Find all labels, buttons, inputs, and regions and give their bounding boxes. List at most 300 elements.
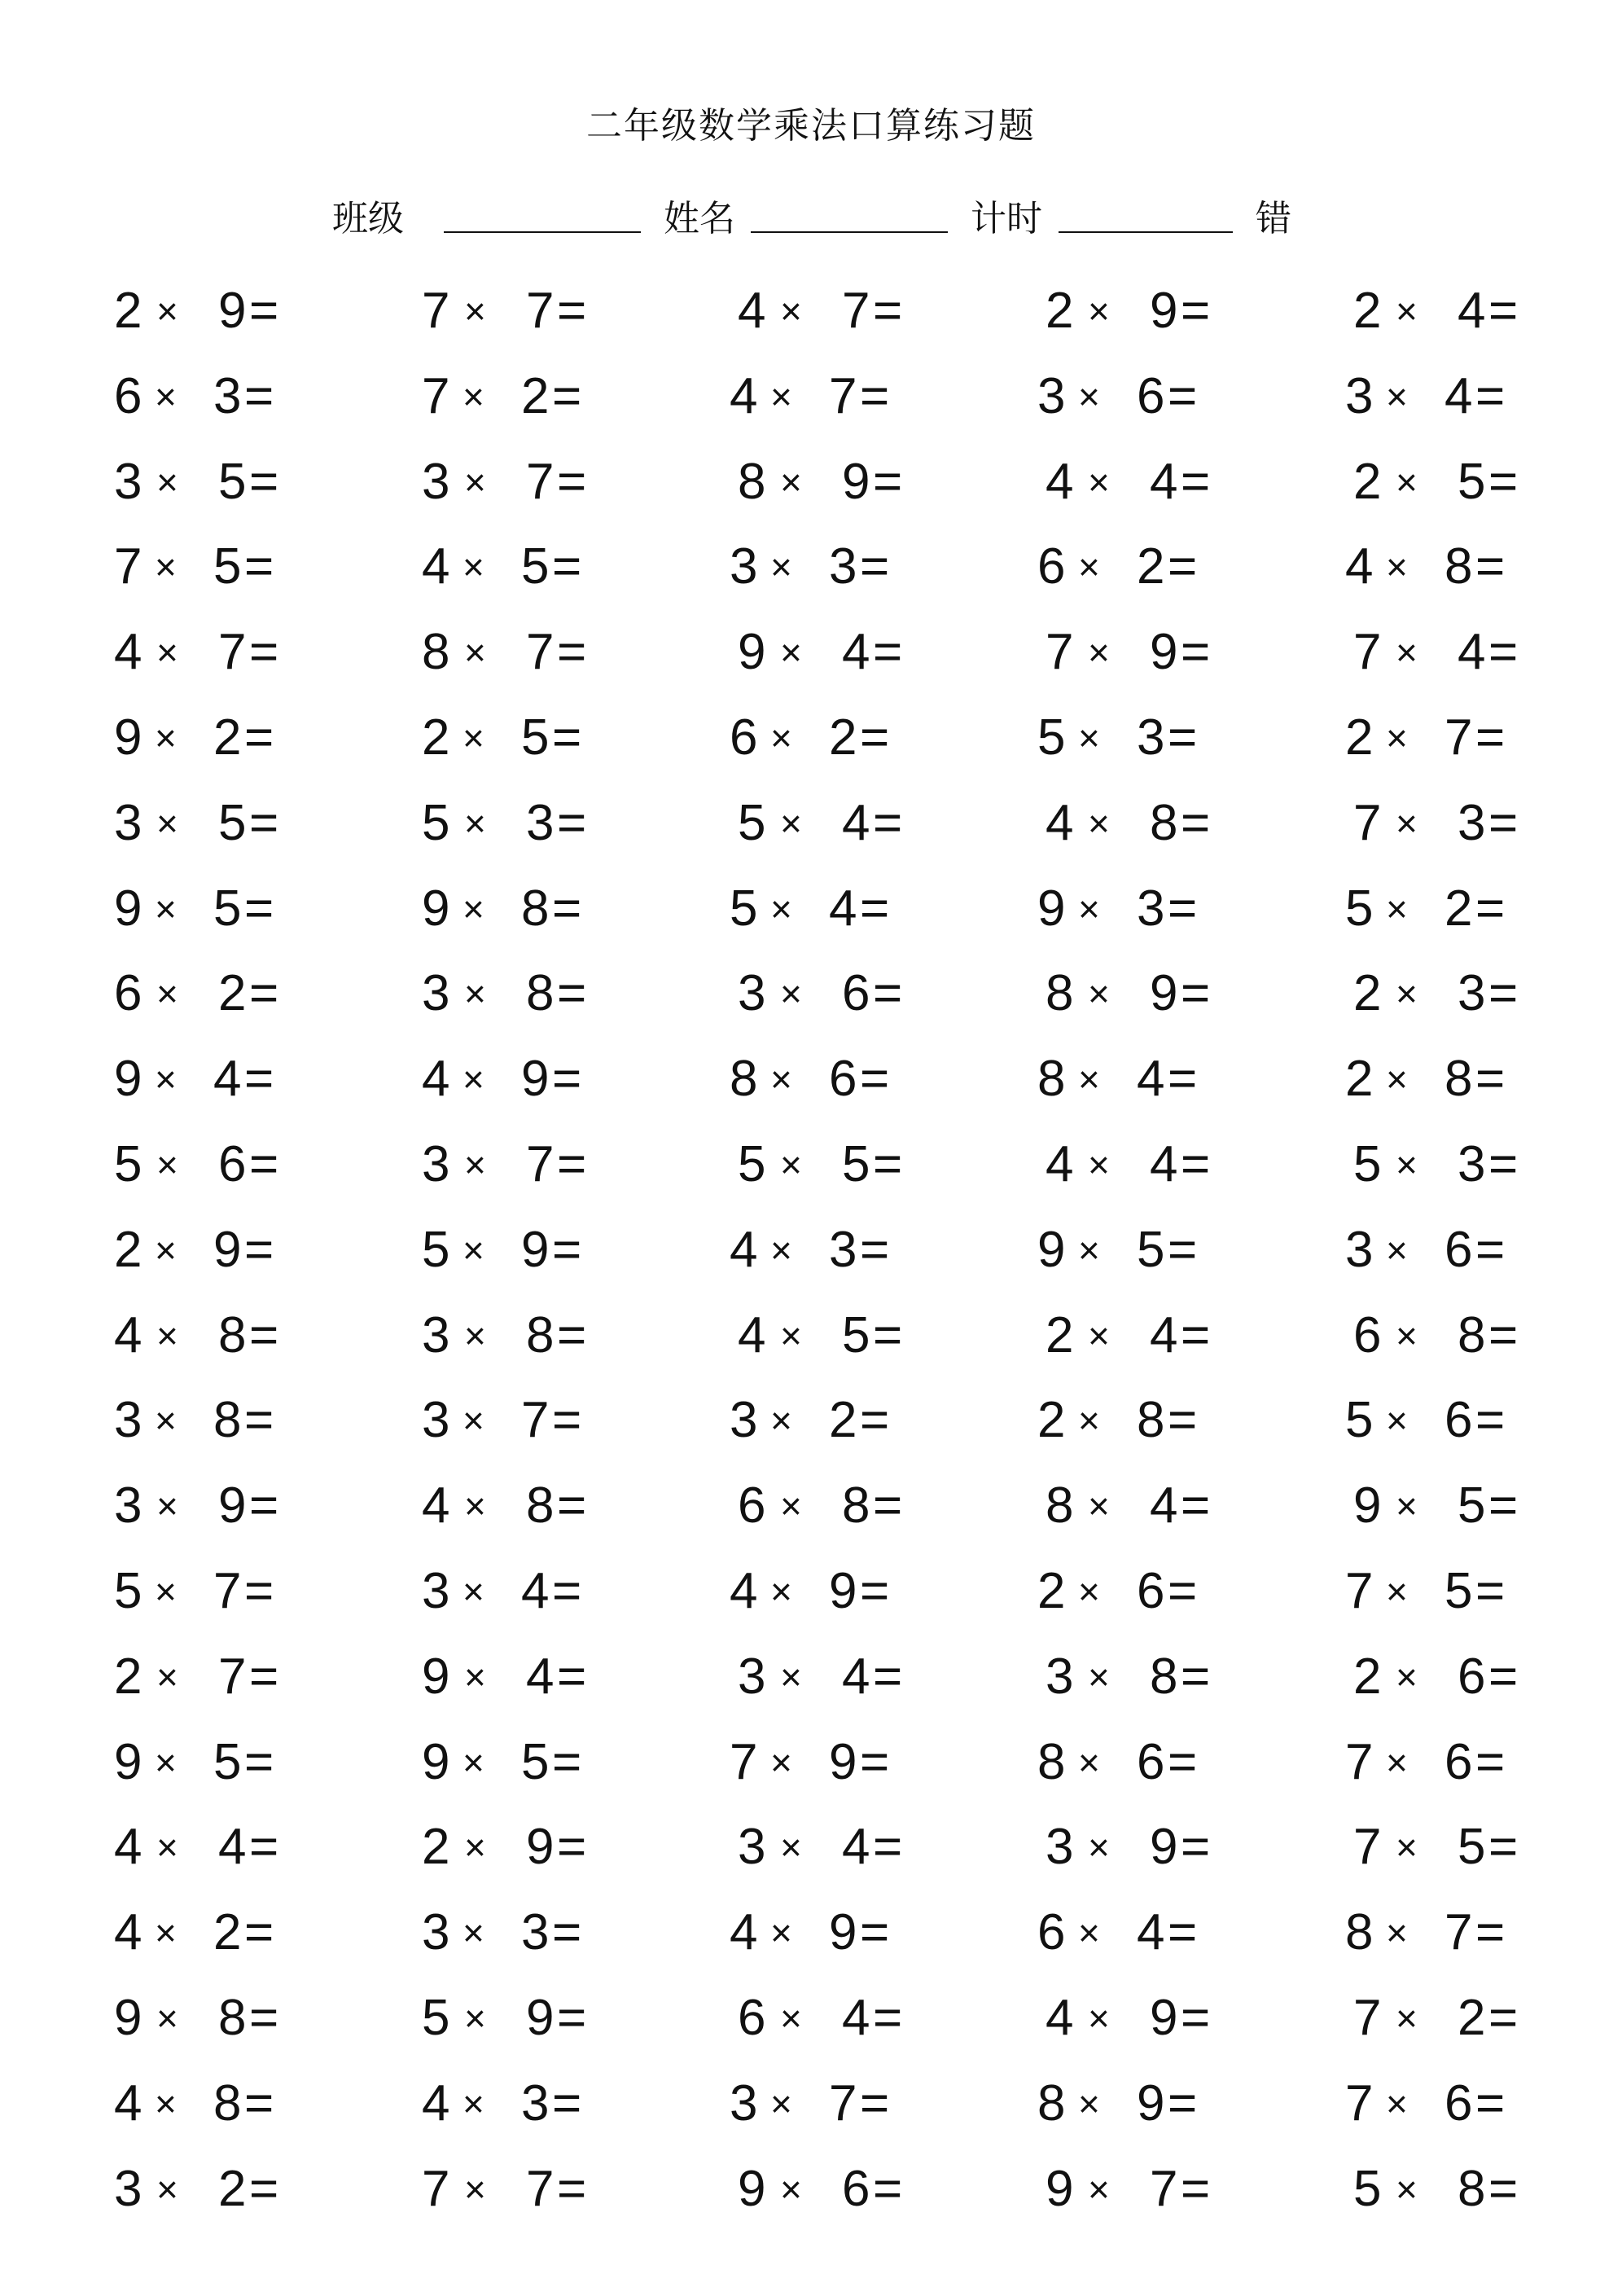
- equals-sign: =: [552, 1221, 582, 1278]
- second-factor: 9: [829, 1733, 857, 1790]
- equals-sign: =: [244, 1392, 274, 1449]
- second-factor: 4: [1150, 453, 1178, 510]
- second-factor: 9: [829, 1563, 857, 1619]
- second-factor: 7: [213, 1563, 242, 1619]
- second-factor: 3: [1137, 880, 1165, 937]
- equals-sign: =: [873, 1990, 903, 2046]
- second-factor: 6: [1444, 1733, 1473, 1790]
- times-sign: ×: [1386, 717, 1408, 759]
- times-sign: ×: [1088, 801, 1110, 845]
- first-factor: 9: [114, 1990, 142, 2046]
- times-sign: ×: [155, 1399, 177, 1442]
- times-sign: ×: [1396, 972, 1418, 1016]
- times-sign: ×: [464, 972, 486, 1016]
- first-factor: 7: [1353, 794, 1382, 851]
- second-factor: 9: [213, 1221, 242, 1278]
- second-factor: 9: [526, 1819, 555, 1876]
- problem-row: [114, 440, 1547, 525]
- times-sign: ×: [156, 290, 178, 332]
- times-sign: ×: [780, 631, 802, 674]
- student-info-line: [0, 181, 1622, 238]
- equals-sign: =: [552, 1392, 582, 1449]
- equals-sign: =: [860, 709, 890, 766]
- second-factor: 9: [829, 1904, 857, 1961]
- first-factor: 9: [114, 880, 142, 937]
- equals-sign: =: [1475, 538, 1506, 595]
- first-factor: 3: [114, 2160, 142, 2217]
- second-factor: 8: [1150, 1648, 1178, 1705]
- times-sign: ×: [462, 375, 484, 418]
- equals-sign: =: [1181, 624, 1211, 681]
- equals-sign: =: [244, 1221, 274, 1278]
- second-factor: 4: [1458, 624, 1486, 681]
- second-factor: 3: [521, 1904, 550, 1961]
- second-factor: 3: [213, 367, 242, 424]
- equals-sign: =: [873, 794, 903, 851]
- first-factor: 5: [114, 1136, 142, 1192]
- first-factor: 8: [1037, 1733, 1066, 1790]
- equals-sign: =: [860, 1904, 890, 1961]
- equals-sign: =: [557, 1990, 587, 2046]
- times-sign: ×: [1088, 1997, 1110, 2039]
- equals-sign: =: [557, 2160, 587, 2217]
- first-factor: 2: [422, 1819, 450, 1876]
- second-factor: 9: [1150, 624, 1178, 681]
- first-factor: 7: [1353, 1819, 1382, 1876]
- second-factor: 4: [1150, 1306, 1178, 1363]
- times-sign: ×: [1088, 1655, 1110, 1698]
- problem-row: [114, 2061, 1547, 2146]
- second-factor: 4: [218, 1819, 247, 1876]
- equals-sign: =: [1488, 624, 1519, 681]
- second-factor: 4: [1137, 1051, 1165, 1108]
- equals-sign: =: [244, 538, 274, 595]
- times-sign: ×: [462, 887, 484, 930]
- first-factor: 5: [738, 794, 766, 851]
- times-sign: ×: [1386, 887, 1408, 930]
- first-factor: 7: [1046, 624, 1074, 681]
- first-factor: 2: [114, 1221, 142, 1278]
- first-factor: 4: [730, 367, 758, 424]
- second-factor: 2: [1137, 538, 1165, 595]
- equals-sign: =: [552, 880, 582, 937]
- times-sign: ×: [780, 972, 802, 1016]
- equals-sign: =: [1488, 1648, 1519, 1705]
- second-factor: 4: [842, 1819, 870, 1876]
- first-factor: 4: [738, 1306, 766, 1363]
- times-sign: ×: [1386, 546, 1408, 589]
- equals-sign: =: [244, 1051, 274, 1108]
- second-factor: 4: [1150, 1136, 1178, 1192]
- equals-sign: =: [249, 1819, 279, 1876]
- equals-sign: =: [860, 367, 890, 424]
- times-sign: ×: [780, 1655, 802, 1698]
- time-label: 计时: [971, 198, 1042, 239]
- first-factor: 7: [730, 1733, 758, 1790]
- first-factor: 5: [1037, 709, 1066, 766]
- first-factor: 4: [422, 2074, 450, 2131]
- equals-sign: =: [1181, 1477, 1211, 1534]
- times-sign: ×: [1386, 1741, 1408, 1784]
- times-sign: ×: [464, 1826, 486, 1869]
- second-factor: 4: [842, 624, 870, 681]
- second-factor: 4: [1444, 367, 1473, 424]
- second-factor: 7: [526, 283, 555, 339]
- first-factor: 9: [422, 1733, 450, 1790]
- equals-sign: =: [1181, 794, 1211, 851]
- equals-sign: =: [860, 538, 890, 595]
- second-factor: 7: [218, 1648, 247, 1705]
- second-factor: 7: [829, 367, 857, 424]
- second-factor: 6: [1137, 1733, 1165, 1790]
- equals-sign: =: [249, 1477, 279, 1534]
- second-factor: 5: [218, 453, 247, 510]
- second-factor: 5: [521, 538, 550, 595]
- second-factor: 8: [213, 2074, 242, 2131]
- equals-sign: =: [1488, 965, 1519, 1022]
- second-factor: 8: [1458, 2160, 1486, 2217]
- second-factor: 3: [829, 538, 857, 595]
- wrong-label: 错: [1256, 198, 1291, 239]
- equals-sign: =: [249, 1648, 279, 1705]
- first-factor: 2: [1353, 965, 1382, 1022]
- problem-row: [114, 1464, 1547, 1548]
- second-factor: 7: [526, 1136, 555, 1192]
- first-factor: 3: [1037, 367, 1066, 424]
- times-sign: ×: [1088, 1144, 1110, 1186]
- first-factor: 6: [1037, 1904, 1066, 1961]
- equals-sign: =: [1475, 880, 1506, 937]
- first-factor: 4: [114, 1904, 142, 1961]
- equals-sign: =: [557, 1648, 587, 1705]
- equals-sign: =: [1488, 283, 1519, 339]
- second-factor: 5: [213, 880, 242, 937]
- equals-sign: =: [873, 1136, 903, 1192]
- first-factor: 8: [422, 624, 450, 681]
- times-sign: ×: [464, 1655, 486, 1698]
- equals-sign: =: [249, 283, 279, 339]
- class-blank[interactable]: [444, 231, 641, 233]
- second-factor: 6: [1137, 1563, 1165, 1619]
- times-sign: ×: [1396, 460, 1418, 503]
- times-sign: ×: [155, 1570, 177, 1613]
- equals-sign: =: [244, 2074, 274, 2131]
- first-factor: 4: [1046, 794, 1074, 851]
- times-sign: ×: [1078, 1058, 1100, 1101]
- second-factor: 9: [1150, 965, 1178, 1022]
- times-sign: ×: [1396, 1997, 1418, 2039]
- time-blank[interactable]: [1059, 231, 1233, 233]
- second-factor: 3: [526, 794, 555, 851]
- times-sign: ×: [1078, 1741, 1100, 1784]
- second-factor: 4: [526, 1648, 555, 1705]
- first-factor: 8: [738, 453, 766, 510]
- first-factor: 9: [114, 709, 142, 766]
- times-sign: ×: [1088, 1485, 1110, 1528]
- first-factor: 8: [1046, 1477, 1074, 1534]
- equals-sign: =: [557, 1136, 587, 1192]
- first-factor: 3: [1345, 1221, 1374, 1278]
- second-factor: 5: [842, 1306, 870, 1363]
- times-sign: ×: [156, 1485, 178, 1528]
- first-factor: 6: [738, 1990, 766, 2046]
- second-factor: 9: [218, 283, 247, 339]
- times-sign: ×: [1088, 1826, 1110, 1869]
- second-factor: 8: [1458, 1306, 1486, 1363]
- second-factor: 4: [842, 1648, 870, 1705]
- first-factor: 5: [730, 880, 758, 937]
- worksheet-title: 二年级数学乘法口算练习题: [586, 105, 1036, 147]
- times-sign: ×: [770, 1228, 792, 1271]
- second-factor: 4: [829, 880, 857, 937]
- first-factor: 4: [1046, 1990, 1074, 2046]
- second-factor: 3: [1458, 965, 1486, 1022]
- second-factor: 9: [1150, 1990, 1178, 2046]
- first-factor: 4: [738, 283, 766, 339]
- times-sign: ×: [155, 887, 177, 930]
- equals-sign: =: [552, 1733, 582, 1790]
- times-sign: ×: [1078, 2082, 1100, 2125]
- times-sign: ×: [780, 801, 802, 845]
- second-factor: 8: [1444, 1051, 1473, 1108]
- equals-sign: =: [1168, 538, 1198, 595]
- first-factor: 5: [422, 1990, 450, 2046]
- first-factor: 4: [114, 2074, 142, 2131]
- problem-row: [114, 354, 1547, 439]
- first-factor: 3: [114, 1477, 142, 1534]
- equals-sign: =: [552, 367, 582, 424]
- times-sign: ×: [1088, 290, 1110, 332]
- equals-sign: =: [249, 965, 279, 1022]
- first-factor: 3: [730, 538, 758, 595]
- second-factor: 8: [218, 1990, 247, 2046]
- times-sign: ×: [155, 1058, 177, 1101]
- first-factor: 3: [422, 453, 450, 510]
- first-factor: 2: [1353, 1648, 1382, 1705]
- equals-sign: =: [557, 1819, 587, 1876]
- times-sign: ×: [1396, 2167, 1418, 2210]
- first-factor: 2: [1353, 283, 1382, 339]
- times-sign: ×: [1386, 2082, 1408, 2125]
- problem-row: [114, 1122, 1547, 1207]
- first-factor: 3: [1046, 1819, 1074, 1876]
- name-blank[interactable]: [751, 231, 948, 233]
- equals-sign: =: [249, 1990, 279, 2046]
- equals-sign: =: [1181, 1819, 1211, 1876]
- times-sign: ×: [780, 1485, 802, 1528]
- first-factor: 6: [1353, 1306, 1382, 1363]
- equals-sign: =: [1488, 1990, 1519, 2046]
- times-sign: ×: [464, 631, 486, 674]
- first-factor: 7: [1345, 1733, 1374, 1790]
- equals-sign: =: [1168, 709, 1198, 766]
- equals-sign: =: [249, 1136, 279, 1192]
- name-label: 姓名: [664, 198, 735, 239]
- times-sign: ×: [1396, 290, 1418, 332]
- second-factor: 9: [526, 1990, 555, 2046]
- first-factor: 3: [422, 1563, 450, 1619]
- first-factor: 3: [422, 1136, 450, 1192]
- equals-sign: =: [873, 1819, 903, 1876]
- second-factor: 5: [521, 709, 550, 766]
- first-factor: 5: [422, 1221, 450, 1278]
- first-factor: 3: [422, 1306, 450, 1363]
- second-factor: 5: [213, 1733, 242, 1790]
- times-sign: ×: [462, 1228, 484, 1271]
- times-sign: ×: [156, 1826, 178, 1869]
- equals-sign: =: [860, 1221, 890, 1278]
- second-factor: 4: [842, 1990, 870, 2046]
- times-sign: ×: [1078, 1912, 1100, 1955]
- first-factor: 9: [114, 1051, 142, 1108]
- equals-sign: =: [873, 283, 903, 339]
- equals-sign: =: [249, 794, 279, 851]
- first-factor: 2: [1345, 1051, 1374, 1108]
- second-factor: 2: [829, 1392, 857, 1449]
- times-sign: ×: [1386, 1228, 1408, 1271]
- second-factor: 7: [1150, 2160, 1178, 2217]
- equals-sign: =: [1168, 2074, 1198, 2131]
- first-factor: 9: [738, 624, 766, 681]
- second-factor: 8: [213, 1392, 242, 1449]
- first-factor: 3: [738, 1648, 766, 1705]
- second-factor: 9: [1150, 283, 1178, 339]
- second-factor: 7: [521, 1392, 550, 1449]
- times-sign: ×: [1088, 2167, 1110, 2210]
- second-factor: 8: [526, 1306, 555, 1363]
- times-sign: ×: [780, 1997, 802, 2039]
- equals-sign: =: [244, 1733, 274, 1790]
- times-sign: ×: [462, 2082, 484, 2125]
- second-factor: 4: [521, 1563, 550, 1619]
- times-sign: ×: [1078, 1570, 1100, 1613]
- times-sign: ×: [1396, 631, 1418, 674]
- times-sign: ×: [780, 1144, 802, 1186]
- equals-sign: =: [244, 1563, 274, 1619]
- second-factor: 2: [1444, 880, 1473, 937]
- equals-sign: =: [552, 538, 582, 595]
- equals-sign: =: [1181, 1136, 1211, 1192]
- times-sign: ×: [1396, 1826, 1418, 1869]
- first-factor: 3: [114, 1392, 142, 1449]
- second-factor: 9: [521, 1051, 550, 1108]
- second-factor: 9: [521, 1221, 550, 1278]
- first-factor: 8: [730, 1051, 758, 1108]
- times-sign: ×: [1396, 801, 1418, 845]
- second-factor: 5: [521, 1733, 550, 1790]
- second-factor: 4: [1150, 1477, 1178, 1534]
- times-sign: ×: [155, 1912, 177, 1955]
- second-factor: 8: [842, 1477, 870, 1534]
- equals-sign: =: [244, 709, 274, 766]
- first-factor: 2: [114, 1648, 142, 1705]
- problem-row: [114, 781, 1547, 866]
- problem-row: [114, 269, 1547, 353]
- first-factor: 6: [730, 709, 758, 766]
- problem-row: [114, 1720, 1547, 1805]
- equals-sign: =: [1488, 1136, 1519, 1192]
- times-sign: ×: [1078, 717, 1100, 759]
- equals-sign: =: [244, 880, 274, 937]
- equals-sign: =: [1181, 453, 1211, 510]
- times-sign: ×: [770, 546, 792, 589]
- equals-sign: =: [860, 1392, 890, 1449]
- equals-sign: =: [1168, 1904, 1198, 1961]
- second-factor: 6: [1444, 2074, 1473, 2131]
- second-factor: 2: [213, 1904, 242, 1961]
- equals-sign: =: [557, 283, 587, 339]
- equals-sign: =: [1475, 367, 1506, 424]
- first-factor: 9: [422, 1648, 450, 1705]
- second-factor: 5: [1458, 1819, 1486, 1876]
- equals-sign: =: [1168, 367, 1198, 424]
- times-sign: ×: [780, 2167, 802, 2210]
- equals-sign: =: [557, 1306, 587, 1363]
- first-factor: 5: [114, 1563, 142, 1619]
- times-sign: ×: [1396, 1655, 1418, 1698]
- second-factor: 2: [213, 709, 242, 766]
- times-sign: ×: [464, 801, 486, 845]
- times-sign: ×: [1078, 375, 1100, 418]
- equals-sign: =: [873, 2160, 903, 2217]
- second-factor: 2: [218, 2160, 247, 2217]
- times-sign: ×: [770, 2082, 792, 2125]
- times-sign: ×: [780, 1314, 802, 1357]
- first-factor: 2: [114, 283, 142, 339]
- first-factor: 3: [114, 794, 142, 851]
- first-factor: 3: [738, 965, 766, 1022]
- equals-sign: =: [1168, 1051, 1198, 1108]
- second-factor: 9: [1137, 2074, 1165, 2131]
- first-factor: 7: [422, 283, 450, 339]
- equals-sign: =: [1488, 1477, 1519, 1534]
- second-factor: 4: [1458, 283, 1486, 339]
- times-sign: ×: [780, 1826, 802, 1869]
- first-factor: 9: [1353, 1477, 1382, 1534]
- first-factor: 6: [738, 1477, 766, 1534]
- first-factor: 4: [1046, 1136, 1074, 1192]
- second-factor: 6: [1444, 1221, 1473, 1278]
- equals-sign: =: [1475, 1392, 1506, 1449]
- second-factor: 8: [1137, 1392, 1165, 1449]
- second-factor: 4: [213, 1051, 242, 1108]
- first-factor: 7: [422, 367, 450, 424]
- first-factor: 2: [1353, 453, 1382, 510]
- second-factor: 7: [526, 624, 555, 681]
- second-factor: 5: [218, 794, 247, 851]
- second-factor: 5: [842, 1136, 870, 1192]
- first-factor: 3: [1345, 367, 1374, 424]
- problem-row: [114, 696, 1547, 780]
- first-factor: 4: [422, 1051, 450, 1108]
- second-factor: 5: [1458, 1477, 1486, 1534]
- first-factor: 2: [1345, 709, 1374, 766]
- equals-sign: =: [1475, 1221, 1506, 1278]
- times-sign: ×: [770, 1399, 792, 1442]
- second-factor: 8: [521, 880, 550, 937]
- first-factor: 5: [1353, 2160, 1382, 2217]
- second-factor: 8: [1150, 794, 1178, 851]
- first-factor: 5: [738, 1136, 766, 1192]
- equals-sign: =: [557, 453, 587, 510]
- first-factor: 4: [114, 624, 142, 681]
- second-factor: 7: [1444, 709, 1473, 766]
- equals-sign: =: [552, 709, 582, 766]
- equals-sign: =: [1168, 1733, 1198, 1790]
- first-factor: 3: [422, 1392, 450, 1449]
- equals-sign: =: [552, 1051, 582, 1108]
- second-factor: 6: [1444, 1392, 1473, 1449]
